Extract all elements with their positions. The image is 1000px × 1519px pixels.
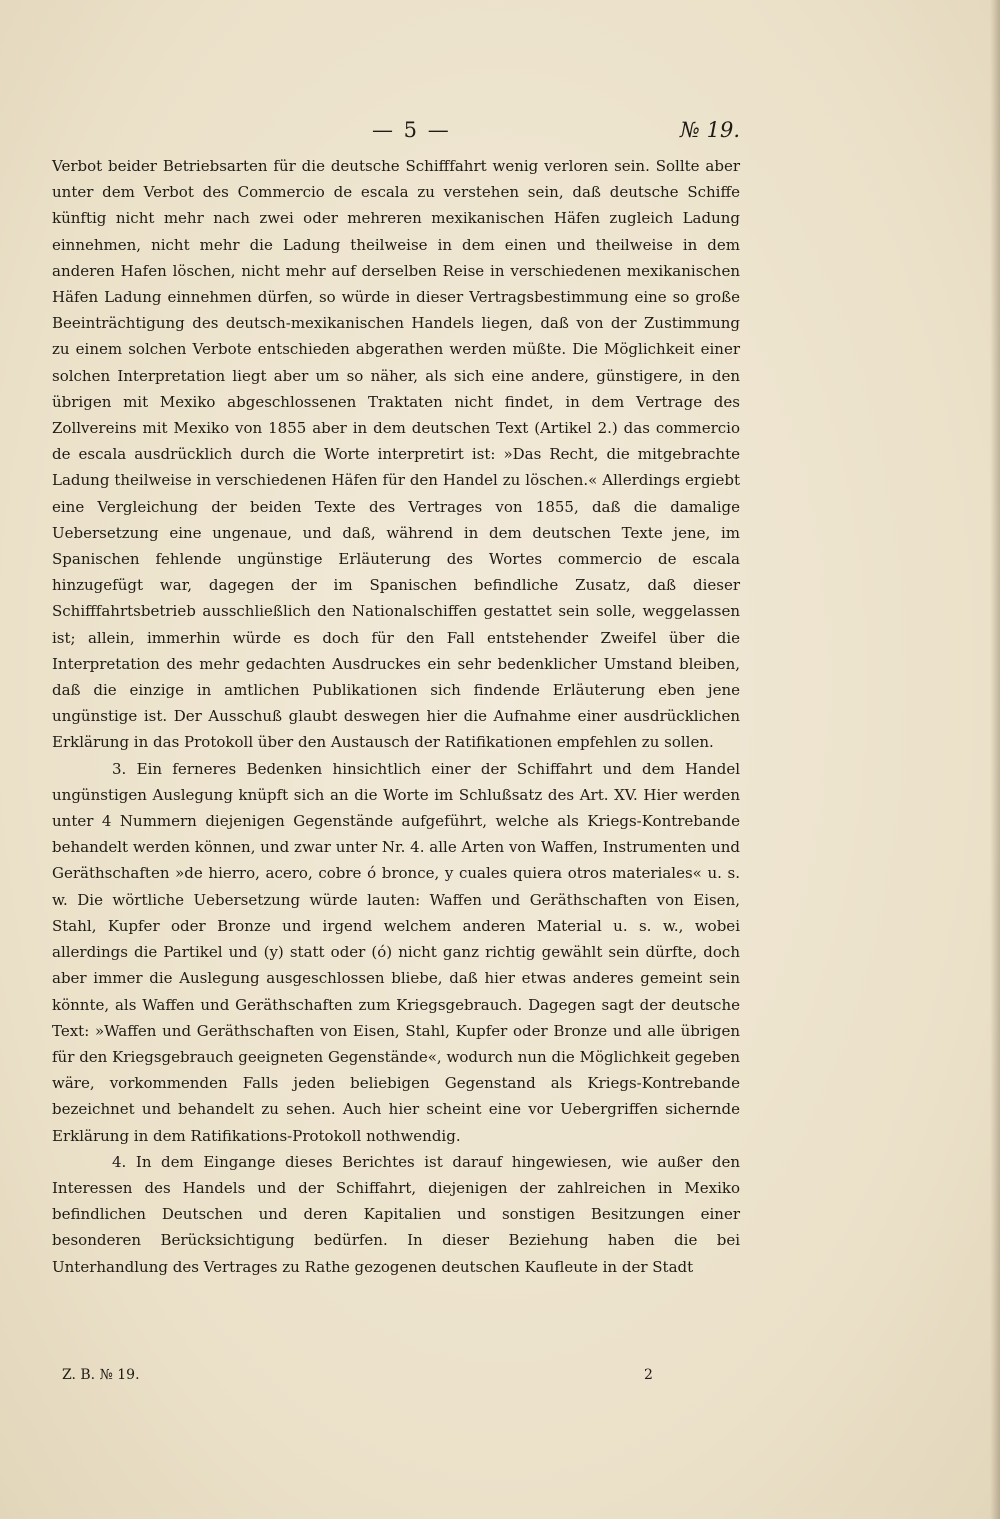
page-number: — 5 — (372, 118, 451, 142)
body-text (52, 153, 740, 1280)
footer-signature: Z. B. № 19. (62, 1367, 140, 1383)
sheet-number: 2 (644, 1367, 653, 1383)
paragraph: Verbot beider Betriebsarten für die deutsche Schifffahrt wenig verloren sein. Sollte aber unter dem Verbot des Commercio de escala zu verstehen sein, daß deutsche Schiffe künftig nicht mehr nach zwei oder mehreren mexikanischen Häfen zugleich Ladung einnehmen, nicht mehr die Ladung theilweise in dem einen und theilweise in dem anderen Hafen löschen, nicht mehr auf derselben Reise in verschiedenen mexikanischen Häfen Ladung einnehmen dürfen, so würde in dieser Vertragsbestimmung eine so große Beeinträchtigung des deutsch-mexikanischen Handels liegen, daß von der Zustimmung zu einem solchen Verbote entschieden abgerathen werden müßte. Die Möglichkeit einer solchen Interpretation liegt aber um so näher, als sich eine andere, günstigere, in den übrigen mit Mexiko abgeschlossenen Traktaten nicht findet, in dem Vertrage des Zollvereins mit Mexiko von 1855 aber in dem deutschen Text (Artikel 2.) das commercio de escala ausdrücklich durch die Worte interpretirt ist: »Das Recht, die mitgebrachte Ladung theilweise in verschiedenen Häfen für den Handel zu löschen.« Allerdings ergiebt eine Vergleichung der beiden Texte des Vertrages von 1855, daß die damalige Uebersetzung eine ungenaue, und daß, während in dem deutschen Texte jene, im Spanischen fehlende ungünstige Erläuterung des Wortes commercio de escala hinzugefügt war, dagegen der im Spanischen befindliche Zusatz, daß dieser Schifffahrtsbetrieb ausschließlich den Nationalschiffen gestattet sein solle, weggelassen ist; allein, immerhin würde es doch für den Fall entstehender Zweifel über die Interpretation des mehr gedachten Ausdruckes ein sehr bedenklicher Umstand bleiben, daß die einzige in amtlichen Publikationen sich findende Erläuterung eben jene ungünstige ist. Der Ausschuß glaubt deswegen hier die Aufnahme einer ausdrücklichen Erklärung in das Protokoll über den Austausch der Ratifikationen empfehlen zu sollen. (52, 157, 740, 752)
paragraph: 4. In dem Eingange dieses Berichtes ist darauf hingewiesen, wie außer den Interessen des Handels und der Schiffahrt, diejenigen der zahlreichen in Mexiko befindlichen Deutschen und deren Kapitalien und sonstigen Besitzungen einer besonderen Berücksichtigung bedürfen. In dieser Beziehung haben die bei Unterhandlung des Vertrages zu Rathe gezogenen deutschen Kaufleute in der Stadt (52, 1152, 740, 1276)
page-header (52, 118, 740, 148)
paragraph: 3. Ein ferneres Bedenken hinsichtlich einer der Schiffahrt und dem Handel ungünstigen Auslegung knüpft sich an die Worte im Schlußsatz des Art. XV. Hier werden unter 4 Nummern diejenigen Gegenstände aufgeführt, welche als Kriegs-Kontrebande behandelt werden können, und zwar unter Nr. 4. alle Arten von Waffen, Instrumenten und Geräthschaften »de hierro, acero, cobre ó bronce, y cuales quiera otros materiales« u. s. w. Die wörtliche Uebersetzung würde lauten: Waffen und Geräthschaften von Eisen, Stahl, Kupfer oder Bronze und irgend welchem anderen Material u. s. w., wobei allerdings die Partikel und (y) statt oder (ó) nicht ganz richtig gewählt sein dürfte, doch aber immer die Auslegung ausgeschlossen bliebe, daß hier etwas anderes gemeint sein könnte, als Waffen und Geräthschaften zum Kriegsgebrauch. Dagegen sagt der deutsche Text: »Waffen und Geräthschaften von Eisen, Stahl, Kupfer oder Bronze und alle übrigen für den Kriegsgebrauch geeigneten Gegenstände«, wodurch nun die Möglichkeit gegeben wäre, vorkommenden Falls jeden beliebigen Gegenstand als Kriegs-Kontrebande bezeichnet und behandelt zu sehen. Auch hier scheint eine vor Uebergriffen sichernde Erklärung in dem Ratifikations-Protokoll nothwendig. (52, 759, 740, 1145)
page-footer (62, 1367, 662, 1389)
page-edge-shadow (990, 0, 1000, 1519)
document-number: № 19. (680, 118, 740, 142)
